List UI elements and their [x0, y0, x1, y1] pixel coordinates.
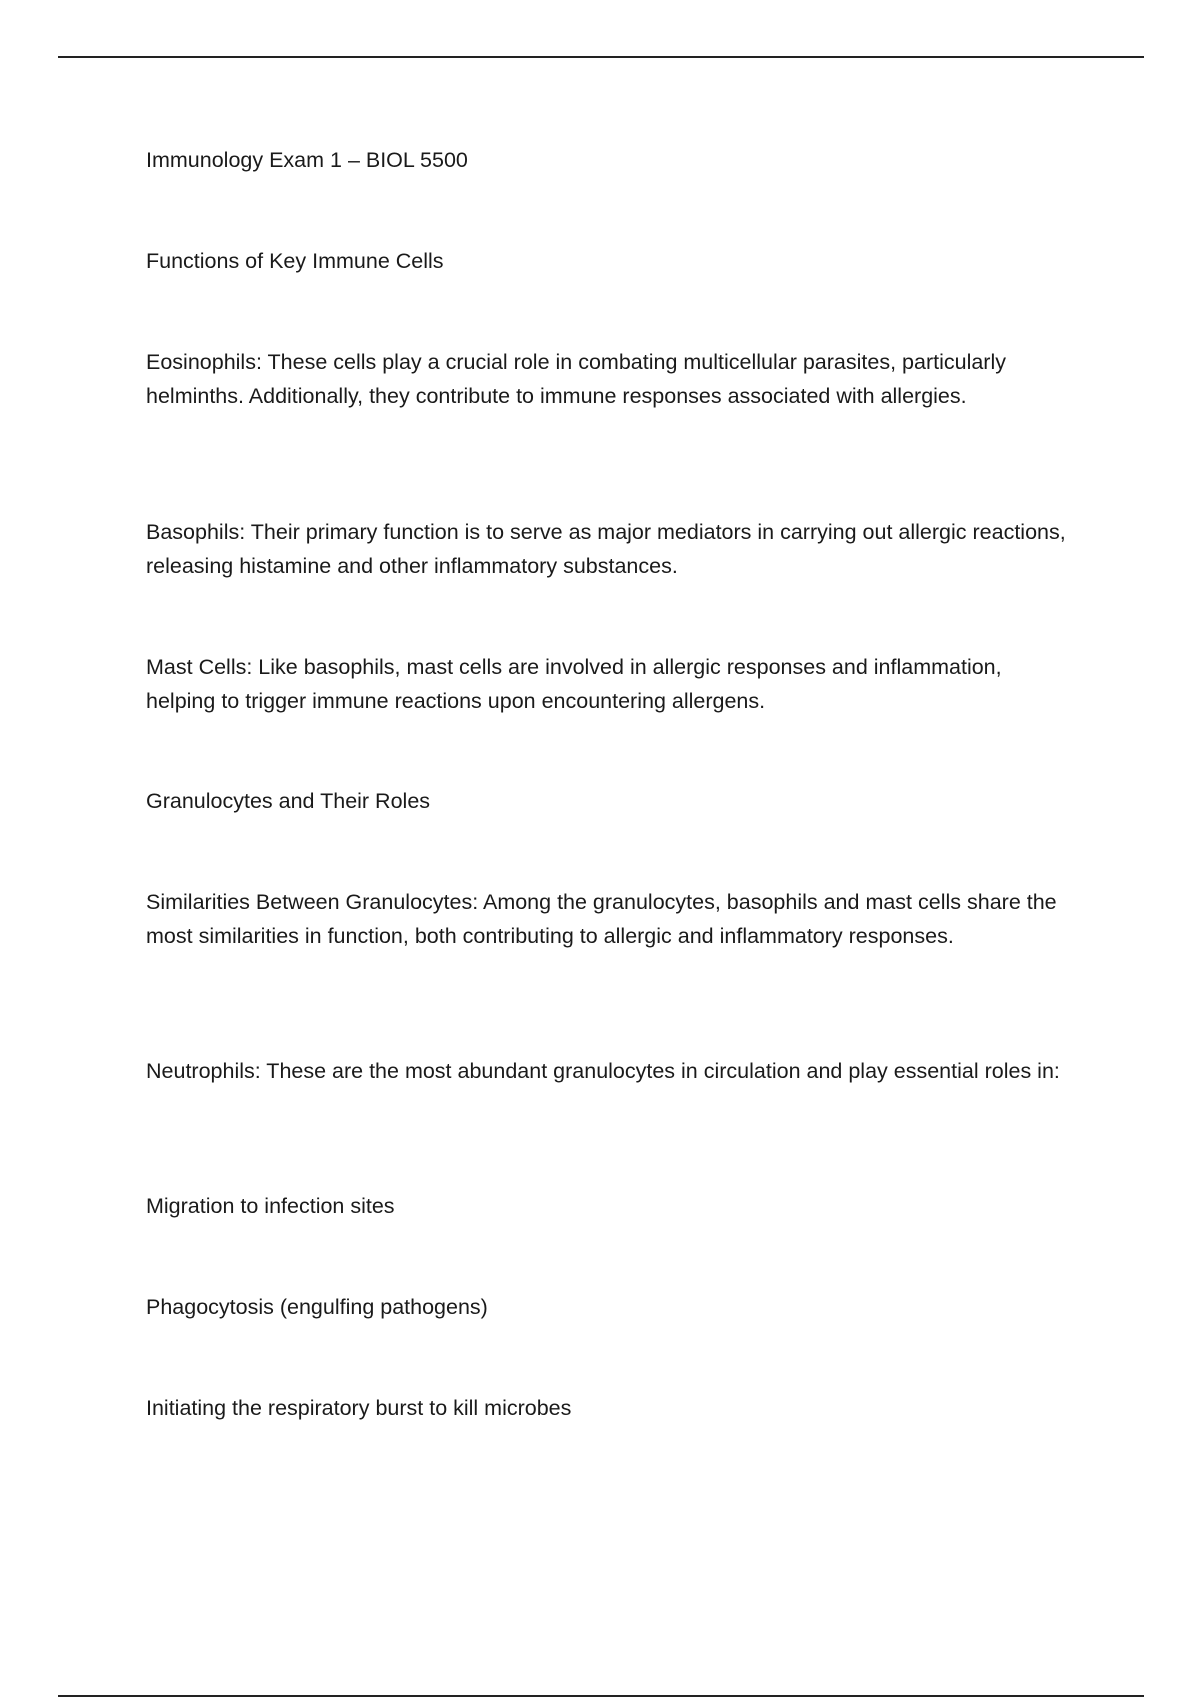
paragraph-similarities: Similarities Between Granulocytes: Among the granulocytes, basophils and mast cells share the most similarities in function, both contributing to allergic and inflammatory responses. — [146, 890, 1057, 948]
neutrophil-role-item: Phagocytosis (engulfing pathogens) — [146, 1295, 488, 1319]
neutrophil-role-item: Migration to infection sites — [146, 1194, 395, 1218]
document-title: Immunology Exam 1 – BIOL 5500 — [146, 148, 468, 172]
paragraph-neutrophils: Neutrophils: These are the most abundant granulocytes in circulation and play essential roles in: — [146, 1059, 1060, 1083]
paragraph-eosinophils: Eosinophils: These cells play a crucial role in combating multicellular parasites, particularly helminths. Additionally, they contribute to immune responses associated with allergies. — [146, 350, 1006, 408]
paragraph-mast-cells: Mast Cells: Like basophils, mast cells are involved in allergic responses and inflammation, helping to trigger immune reactions upon encountering allergens. — [146, 655, 1002, 713]
paragraph-basophils: Basophils: Their primary function is to serve as major mediators in carrying out allergic reactions, releasing histamine and other inflammatory substances. — [146, 520, 1066, 578]
bottom-rule — [58, 1695, 1144, 1697]
section-heading-granulocytes: Granulocytes and Their Roles — [146, 789, 431, 813]
neutrophil-role-item: Initiating the respiratory burst to kill microbes — [146, 1396, 572, 1420]
top-rule — [58, 56, 1144, 58]
section-heading-immune-cells: Functions of Key Immune Cells — [146, 249, 444, 273]
